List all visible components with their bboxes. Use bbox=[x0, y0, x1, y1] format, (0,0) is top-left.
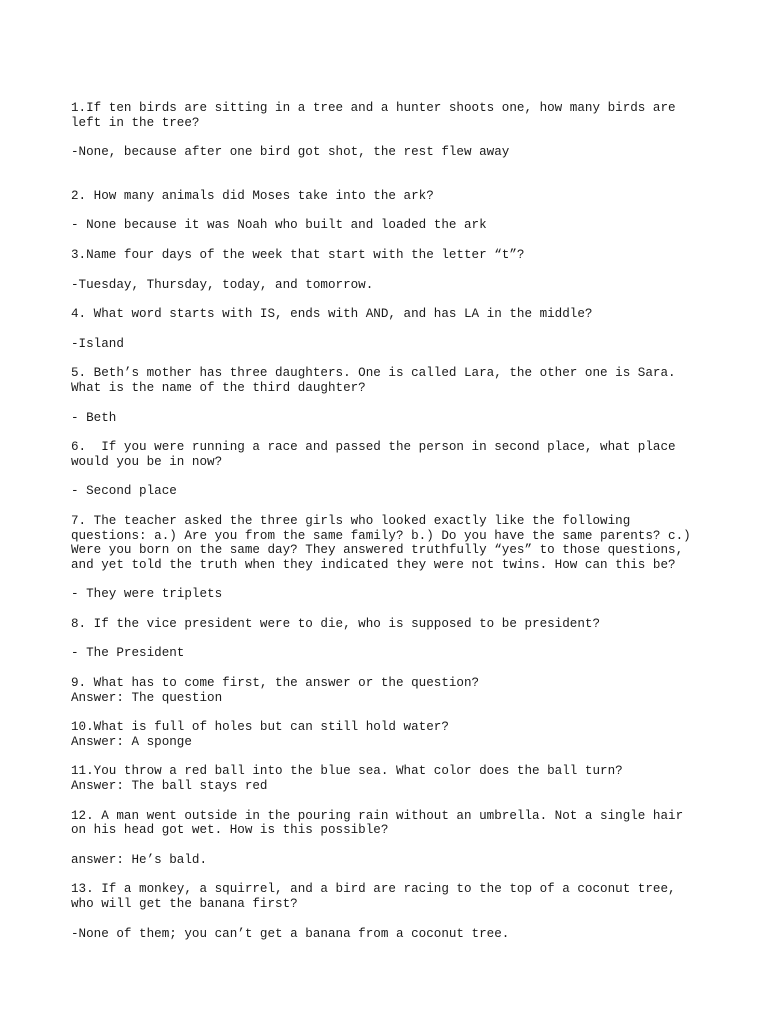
answer-line: Answer: The question bbox=[71, 690, 223, 705]
text-line: 7. The teacher asked the three girls who looked exactly like the following bbox=[71, 513, 631, 528]
text-line: who will get the banana first? bbox=[71, 897, 298, 911]
text-line: 9. What has to come first, the answer or the question? bbox=[71, 676, 480, 691]
text-line: 6. If you were running a race and passed the person in second place, what place bbox=[71, 440, 676, 455]
question-10 bbox=[71, 720, 691, 749]
answer-2: - None because it was Noah who built and loaded the ark bbox=[71, 218, 487, 233]
answer-line: Answer: The ball stays red bbox=[71, 779, 268, 794]
answer-8: - The President bbox=[71, 646, 185, 661]
text-line: and yet told the truth when they indicated they were not twins. How can this be? bbox=[71, 557, 676, 572]
text-line: Were you born on the same day? They answered truthfully “yes” to those questions, bbox=[71, 543, 684, 558]
text-line: 10.What is full of holes but can still hold water? bbox=[71, 720, 449, 735]
answer-line: Answer: A sponge bbox=[71, 734, 192, 749]
question-11 bbox=[71, 764, 691, 793]
question-4: 4. What word starts with IS, ends with AND, and has LA in the middle? bbox=[71, 307, 593, 322]
question-6 bbox=[71, 440, 691, 469]
text-line: What is the name of the third daughter? bbox=[71, 380, 366, 395]
answer-7: - They were triplets bbox=[71, 587, 223, 602]
text-line: would you be in now? bbox=[71, 454, 223, 469]
answer-3: -Tuesday, Thursday, today, and tomorrow. bbox=[71, 277, 374, 292]
answer-13: -None of them; you can’t get a banana from a coconut tree. bbox=[71, 926, 510, 941]
question-5 bbox=[71, 366, 691, 395]
question-2: 2. How many animals did Moses take into the ark? bbox=[71, 188, 434, 203]
question-3: 3.Name four days of the week that start with the letter “t”? bbox=[71, 247, 525, 262]
text-line: questions: a.) Are you from the same family? b.) Do you have the same parents? c.) bbox=[71, 528, 691, 543]
answer-1: -None, because after one bird got shot, the rest flew away bbox=[71, 145, 510, 160]
question-13 bbox=[71, 882, 691, 911]
text-line: 5. Beth’s mother has three daughters. One is called Lara, the other one is Sara. bbox=[71, 366, 676, 381]
document-page bbox=[71, 101, 691, 941]
answer-12: answer: He’s bald. bbox=[71, 852, 208, 867]
answer-5: - Beth bbox=[71, 410, 117, 425]
question-12 bbox=[71, 809, 691, 838]
question-7 bbox=[71, 514, 691, 572]
text-line: 1.If ten birds are sitting in a tree and a hunter shoots one, how many birds are bbox=[71, 101, 676, 115]
question-8: 8. If the vice president were to die, who is supposed to be president? bbox=[71, 616, 601, 631]
question-9 bbox=[71, 676, 691, 705]
text-line: 12. A man went outside in the pouring rain without an umbrella. Not a single hair bbox=[71, 808, 684, 823]
question-1 bbox=[71, 101, 691, 130]
text-line: 13. If a monkey, a squirrel, and a bird are racing to the top of a coconut tree, bbox=[71, 882, 676, 897]
text-line: 11.You throw a red ball into the blue sea. What color does the ball turn? bbox=[71, 764, 623, 779]
answer-6: - Second place bbox=[71, 484, 177, 499]
answer-4: -Island bbox=[71, 336, 124, 351]
text-line: on his head got wet. How is this possible? bbox=[71, 823, 389, 838]
text-line: left in the tree? bbox=[71, 115, 200, 130]
